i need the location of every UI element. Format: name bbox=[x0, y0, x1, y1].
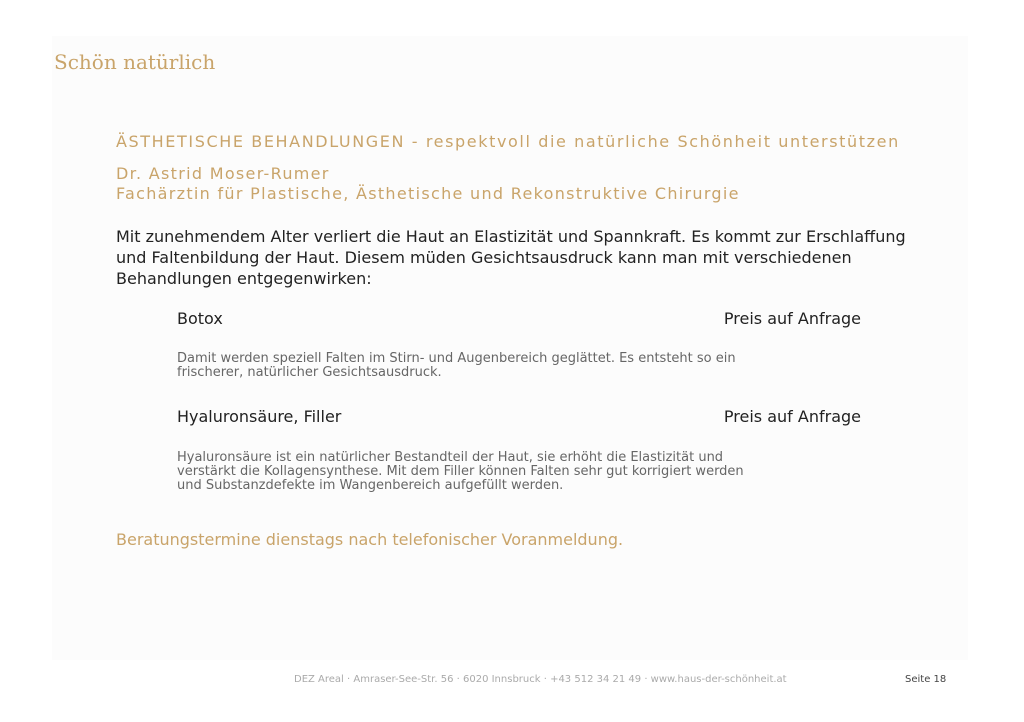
treatment-name: Hyaluronsäure, Filler bbox=[177, 407, 342, 426]
intro-text: Mit zunehmendem Alter verliert die Haut an Elastizität und Spannkraft. Es kommt zur Erschlaffung und Faltenbildung der Haut. Diesem müden Gesichtsausdruck kann man mit verschiedenen Behandlungen entgegenwirken: bbox=[116, 227, 906, 288]
page-panel bbox=[52, 36, 968, 660]
brand-title: Schön natürlich bbox=[54, 50, 216, 74]
treatment-name: Botox bbox=[177, 309, 223, 328]
footer-address: DEZ Areal · Amraser-See-Str. 56 · 6020 Innsbruck · +43 512 34 21 49 · www.haus-der-schönheit.at bbox=[294, 674, 787, 685]
treatment-description: Hyaluronsäure ist ein natürlicher Bestandteil der Haut, sie erhöht die Elastizität und verstärkt die Kollagensynthese. Mit dem Filler können Falten sehr gut korrigiert werden und Substanzdefekte im Wangenbereich aufgefüllt werden. bbox=[177, 450, 744, 493]
treatment-price: Preis auf Anfrage bbox=[723, 309, 861, 328]
doctor-title: Fachärztin für Plastische, Ästhetische und Rekonstruktive Chirurgie bbox=[116, 184, 740, 203]
treatment-description: Damit werden speziell Falten im Stirn- und Augenbereich geglättet. Es entsteht so ein frischerer, natürlicher Gesichtsausdruck. bbox=[177, 351, 736, 380]
doctor-info bbox=[116, 164, 740, 204]
treatment-row bbox=[177, 309, 861, 328]
treatment-row bbox=[177, 407, 861, 426]
page-number: Seite 18 bbox=[905, 674, 947, 685]
section-heading: ÄSTHETISCHE BEHANDLUNGEN - respektvoll die natürliche Schönheit unterstützen bbox=[116, 132, 900, 151]
treatment-price: Preis auf Anfrage bbox=[723, 407, 861, 426]
consultation-note: Beratungstermine dienstags nach telefonischer Voranmeldung. bbox=[116, 530, 624, 549]
doctor-name: Dr. Astrid Moser-Rumer bbox=[116, 164, 330, 183]
